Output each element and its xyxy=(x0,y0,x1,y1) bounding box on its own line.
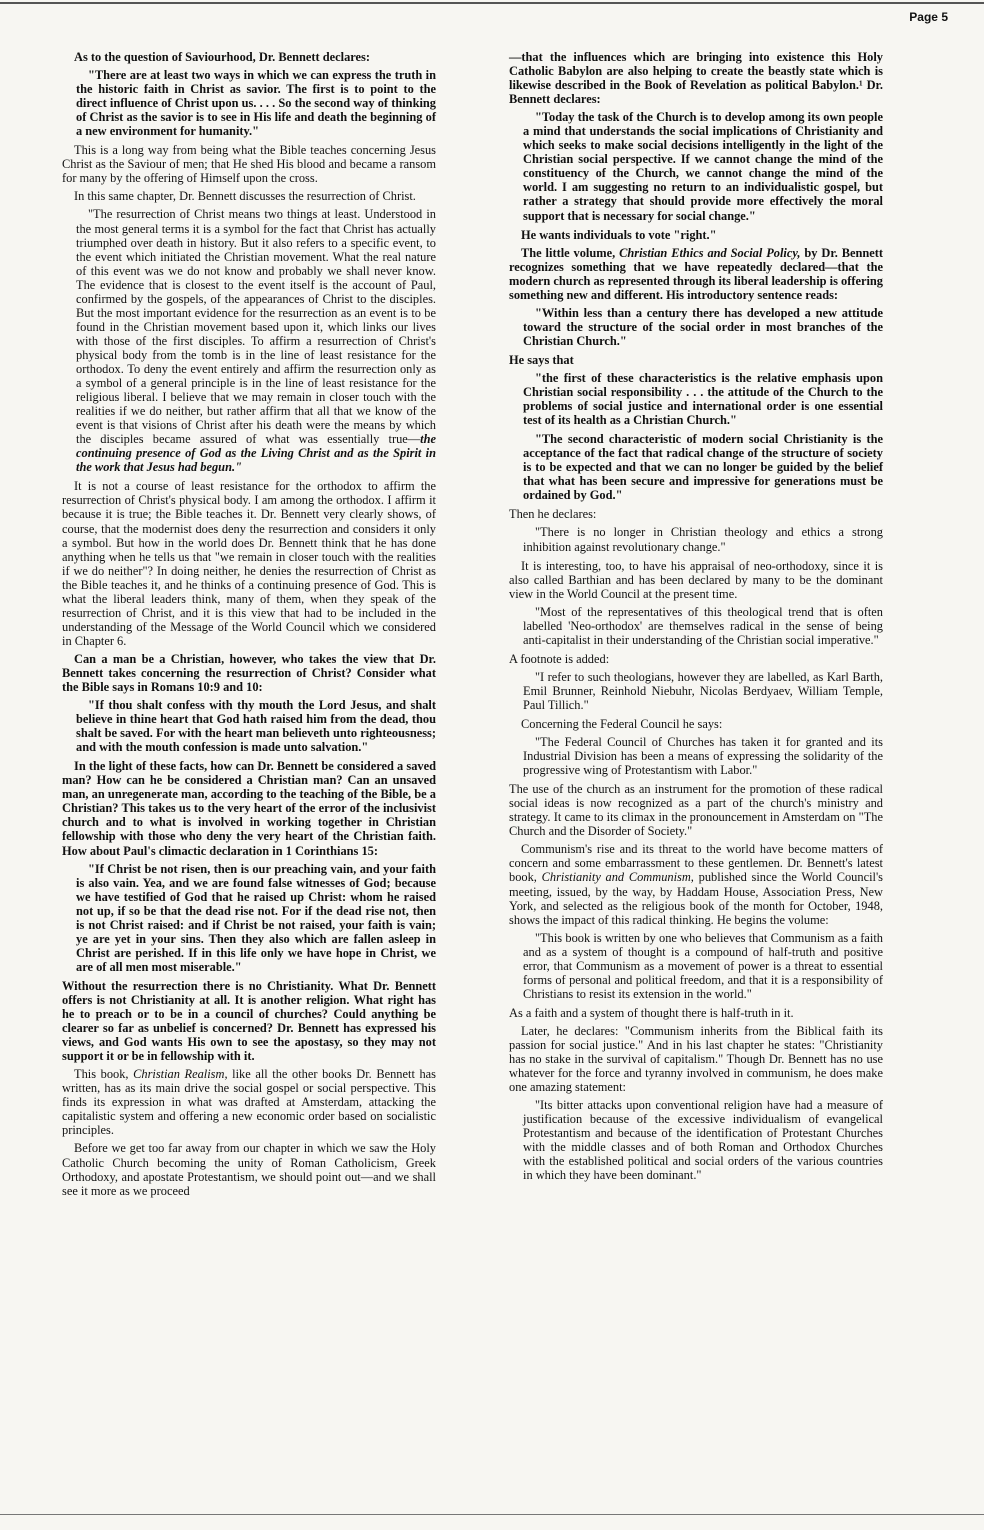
paragraph-text: As to the question of Saviourhood, Dr. Bennett declares: xyxy=(74,50,371,64)
paragraph-text-continued: like all the other books Dr. Bennett has written, has as its main drive the social gospel or social perspective. This finds its expression in what was drafted at Amsterdam, attacking the capitalistic system and offering a new economic order based on socialistic principles. xyxy=(62,1067,437,1138)
paragraph xyxy=(509,353,883,367)
block-quote xyxy=(523,110,883,222)
paragraph xyxy=(62,189,436,203)
paragraph xyxy=(509,228,883,242)
paragraph-text: "Its bitter attacks upon conventional religion have had a measure of justification because of the excessive individualism of evangelical Protestantism and because of the identification of Protestant Churches with the middle classes and of both Roman and Orthodox Churches with the established political and social orders of the various countries in which they have been dominant." xyxy=(523,1098,883,1183)
paragraph-text: Later, he declares: "Communism inherits from the Biblical faith its passion for social justice." And in his last chapter he states: "Christianity has no stake in the survival of capitalism." Though Dr. Bennett has no use whatever for the force and tyranny involved in communism, he does make one amazing statement: xyxy=(509,1023,883,1095)
paragraph xyxy=(509,652,883,666)
paragraph xyxy=(509,559,883,601)
paragraph-text: Concerning the Federal Council he says: xyxy=(521,717,723,732)
paragraph-text: He says that xyxy=(509,352,574,367)
paragraph-text: "There are at least two ways in which we can express the truth in the historic faith in Christ as savior. The first is to point to the direct influence of Christ upon us. . . . So the second way of thinking of Christ as the savior is to see in His life and death the beginning of a new environment for humanity." xyxy=(76,68,436,139)
paragraph xyxy=(509,842,883,926)
paragraph-text: —that the influences which are bringing into existence this Holy Catholic Babylon are also helping to create the beastly state which is likewise described in the Book of Revelation as political Babylon.¹ Dr. Bennett declares: xyxy=(509,50,883,107)
paragraph-text: "If Christ be not risen, then is our preaching vain, and your faith is also vain. Yea, and we are found false witnesses of God; because we have testified of God that he raised up Christ: whom he raised not up, if so be that the dead rise not. For if the dead rise not, then is not Christ raised: and if Christ be not raised, your faith is vain; ye are yet in your sins. Then they also which are fallen asleep in Christ are perished. If in this life only we have hope in Christ, we are of all men most miserable." xyxy=(76,861,436,974)
paragraph-text: This book, xyxy=(74,1067,134,1082)
page-number: Page 5 xyxy=(909,10,948,24)
paragraph xyxy=(62,50,436,64)
paragraph-text: "The Federal Council of Churches has taken it for granted and its Industrial Division has been a means of expressing the solidarity of the progressive wing of Protestantism with Labor." xyxy=(523,735,883,778)
paragraph xyxy=(509,782,883,838)
paragraph-text: "The second characteristic of modern social Christianity is the acceptance of the fact that radical change of the structure of society is to be expected and that we can no longer be guided by the belief that what has been secure and impressive for generations must be ordained by God." xyxy=(523,432,883,503)
paragraph-text: In the light of these facts, how can Dr. Bennett be considered a saved man? How can he be considered a Christian man? Can an unsaved man, an unregenerate man, according to the teaching of the Bible, be a Christian? This takes us to the very heart of the error of the inclusivist church and to what is involved in working together in Christian fellowship with those who deny the very heart of the Christian faith. How about Paul's climactic declaration in 1 Corinthians 15: xyxy=(62,759,436,858)
block-quote xyxy=(523,670,883,712)
block-quote xyxy=(76,862,436,974)
bottom-rule xyxy=(0,1514,984,1515)
paragraph-text: "the first of these characteristics is the relative emphasis upon Christian social responsibility . . . the attitude of the Church to the problems of social justice and international order is one essential test of its health as a Christian Church." xyxy=(523,370,883,428)
paragraph xyxy=(509,507,883,521)
paragraph-text-continued: published since the World Council's meeting, issued, by the way, by Haddam House, Association Press, New York, and selected as the religious book of the month for October, 1948, shows the impact of this radical thinking. He begins the volume: xyxy=(509,870,884,927)
paragraph-text: Without the resurrection there is no Christianity. What Dr. Bennett offers is not Christianity at all. It is another religion. What right has he to preach or to be in a council of churches? Could anything be clearer so far as unbelief is concerned? Dr. Bennett has expressed his views, and God wants His own to see the apostasy, so they may not support it or be in fellowship with it. xyxy=(62,978,436,1064)
paragraph-text: This is a long way from being what the Bible teaches concerning Jesus Christ as the Saviour of men; that He shed His blood and became a ransom for many by the offering of Himself upon the cross. xyxy=(62,143,436,186)
paragraph-text: "The resurrection of Christ means two things at least. Understood in the most general terms it is a symbol for the fact that Christ has actually triumphed over death in history. But it also refers to a specific event, to the event which initiated the Christian movement. What the real nature of this event was we do not know and probably we shall never know. The evidence that is closest to the event itself is the account of Paul, confirmed by the gospels, of the appearances of Christ to the disciples. But the most important evidence for the resurrection as an event is to be found in the Christian movement based upon it, which links our lives with those of the first disciples. To affirm a resurrection of Christ's physical body from the tomb is in the line of least resistance for the orthodox. To deny the event entirely and affirm the resurrection only as a symbol of a general principle is in the line of least resistance for the religious liberal. I believe that we may remain in closer touch with the realities if we do neither, but rather affirm that all that we know of the event is that visions of Christ after his death were the means by which the disciples became assured of what was essentially true— xyxy=(76,207,436,447)
paragraph-text: It is not a course of least resistance for the orthodox to affirm the resurrection of Christ's physical body. I am among the orthodox. I affirm it because it is true; the Bible teaches it. Dr. Bennett very clearly shows, of course, that the modernist does deny the resurrection and considers it only a symbol. But how in the world does Dr. Bennett think that he has done anything when he tells us that "we remain in closer touch with the realities if we do neither"? In doing neither, he denies the resurrection of Christ as the Bible teaches it, and he thinks of a continuing presence of God. This is what the liberal leaders think, many of them, when they speak of the resurrection of Christ, and it is this view that had to be included in the understanding of the Message of the World Council which we considered in Chapter 6. xyxy=(62,479,436,648)
block-quote xyxy=(76,698,436,754)
paragraph xyxy=(62,759,436,857)
right-column xyxy=(509,50,883,1187)
block-quote xyxy=(523,432,883,502)
paragraph xyxy=(509,246,883,302)
block-quote xyxy=(523,605,883,647)
paragraph-text: "Within less than a century there has developed a new attitude toward the structure of the social order in most branches of the Christian Church." xyxy=(523,305,883,348)
block-quote xyxy=(523,371,883,427)
paragraph-text: Then he declares: xyxy=(509,507,597,522)
paragraph xyxy=(62,479,436,648)
paragraph xyxy=(509,50,883,106)
emphasized-text: Christian Realism, xyxy=(133,1067,228,1082)
emphasized-text: Christian Ethics and Social Policy, xyxy=(619,245,801,260)
paragraph xyxy=(509,1006,883,1020)
paragraph-text: In this same chapter, Dr. Bennett discusses the resurrection of Christ. xyxy=(74,189,416,204)
paragraph-text: "I refer to such theologians, however they are labelled, as Karl Barth, Emil Brunner, Reinhold Niebuhr, Nicolas Berdyaev, William Temple, Paul Tillich." xyxy=(523,669,883,712)
block-quote xyxy=(523,931,883,1001)
paragraph-text: "This book is written by one who believes that Communism as a faith and as a system of thought is a compound of half-truth and positive error, that Communism as a movement of power is a threat to essential forms of personal and political freedom, and that it is a responsibility of Christians to resist its extension in the world." xyxy=(523,930,883,1001)
paragraph-text: The use of the church as an instrument for the promotion of these radical social ideas is now recognized as a part of the church's ministry and strategy. It came to its climax in the pronouncement in Amsterdam on "The Church and the Disorder of Society." xyxy=(509,782,883,839)
paragraph xyxy=(509,1024,883,1094)
paragraph-text: "There is no longer in Christian theology and ethics a strong inhibition against revolutionary change." xyxy=(523,525,883,554)
top-rule xyxy=(0,2,984,4)
paragraph xyxy=(62,979,436,1063)
paragraph-text: "Today the task of the Church is to develop among its own people a mind that understands the social implications of Christianity and which seeks to make social decisions intelligently in the light of the Christian social perspective. If we cannot change the mind of the constituency of the Church, we cannot change the mind of the world. I am suggesting no return to an individualistic gospel, but rather a strategy that should provide more effectively the moral support that is necessary for social change." xyxy=(523,110,883,223)
left-column xyxy=(62,50,436,1202)
paragraph xyxy=(62,652,436,694)
paragraph-text: A footnote is added: xyxy=(509,651,610,666)
paragraph-text: Can a man be a Christian, however, who takes the view that Dr. Bennett takes concerning the resurrection of Christ? Consider what the Bible says in Romans 10:9 and 10: xyxy=(62,651,436,695)
paragraph-text: It is interesting, too, to have his appraisal of neo-orthodoxy, since it is also called Barthian and has been declared by many to be the dominant view in the World Council at the present time. xyxy=(509,558,883,601)
paragraph-text: Before we get too far away from our chapter in which we saw the Holy Catholic Church becoming the unity of Roman Catholicism, Greek Orthodoxy, and apostate Protestantism, we should point out—and we shall see it more as we proceed xyxy=(62,1141,436,1198)
paragraph-text: As a faith and a system of thought there is half-truth in it. xyxy=(509,1005,794,1020)
block-quote xyxy=(76,207,436,474)
paragraph-text: "If thou shalt confess with thy mouth the Lord Jesus, and shalt believe in thine heart that God hath raised him from the dead, thou shalt be saved. For with the heart man believeth unto righteousness; and with the mouth confession is made unto salvation." xyxy=(76,698,436,755)
block-quote xyxy=(523,525,883,553)
block-quote xyxy=(523,306,883,348)
paragraph-text: He wants individuals to vote "right." xyxy=(521,227,717,242)
paragraph-text-continued: by Dr. Bennett recognizes something that we have repeatedly declared—that the modern church as represented through its liberal leadership is offering something new and different. His introductory sentence reads: xyxy=(509,245,884,302)
paragraph xyxy=(62,1141,436,1197)
emphasized-text: Christianity and Communism, xyxy=(541,870,694,885)
paragraph xyxy=(509,717,883,731)
paragraph-text: "Most of the representatives of this theological trend that is often labelled 'Neo-orthodox' are themselves radical in the sense of being anti-capitalist in their understanding of the Christian social imperative." xyxy=(523,604,883,647)
paragraph xyxy=(62,143,436,185)
block-quote xyxy=(523,1098,883,1182)
emphasized-text: the continuing presence of God as the Living Christ and as the Spirit in the work that Jesus had begun." xyxy=(76,432,436,475)
block-quote xyxy=(76,68,436,138)
paragraph-text: Communism's rise and its threat to the world have become matters of concern and some embarrassment to these gentlemen. Dr. Bennett's latest book, xyxy=(509,842,883,885)
block-quote xyxy=(523,735,883,777)
paragraph-text: The little volume, xyxy=(521,245,620,260)
paragraph xyxy=(62,1067,436,1137)
